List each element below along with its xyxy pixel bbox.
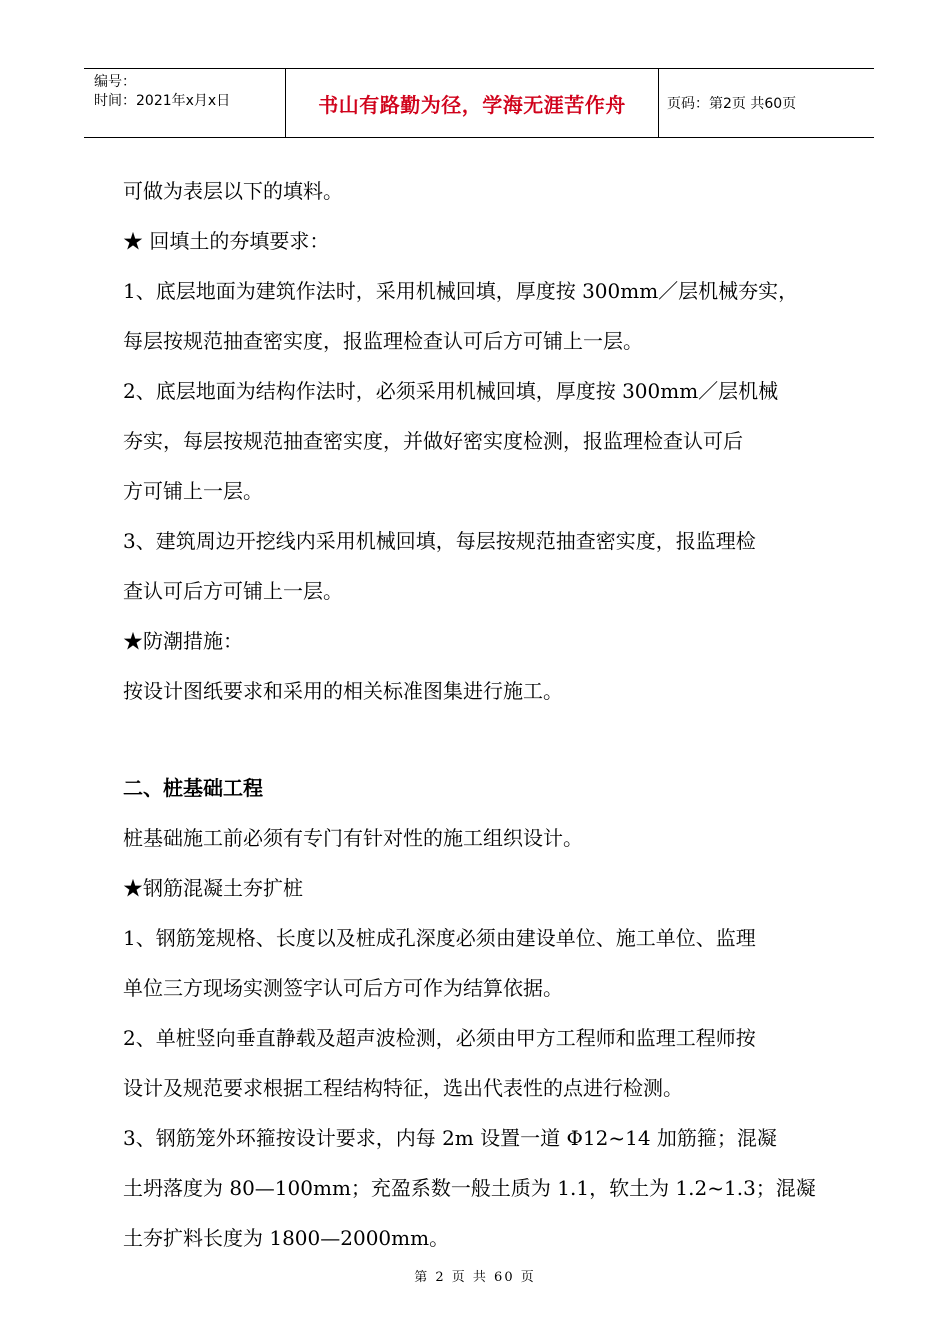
paragraph-line: 夯实，每层按规范抽查密实度，并做好密实度检测，报监理检查认可后 xyxy=(123,429,743,453)
paragraph-line: 土夯扩料长度为 1800—2000mm。 xyxy=(123,1226,450,1250)
paragraph-line: 每层按规范抽查密实度，报监理检查认可后方可铺上一层。 xyxy=(123,329,643,353)
paragraph-line: 桩基础施工前必须有专门有针对性的施工组织设计。 xyxy=(123,826,583,850)
paragraph-line: 方可铺上一层。 xyxy=(123,479,263,503)
time-label: 时间：2021年x月x日 xyxy=(94,93,231,109)
motto-text: 书山有路勤为径，学海无涯苦作舟 xyxy=(318,92,626,117)
paragraph-line: 按设计图纸要求和采用的相关标准图集进行施工。 xyxy=(123,679,563,703)
header-meta-cell xyxy=(84,69,286,137)
paragraph-line: 设计及规范要求根据工程结构特征，选出代表性的点进行检测。 xyxy=(123,1076,683,1100)
page-footer xyxy=(0,1266,950,1285)
header-motto-cell xyxy=(286,69,659,137)
section-heading: 二、桩基础工程 xyxy=(123,776,263,800)
page-info: 页码：第2页 共60页 xyxy=(667,96,797,112)
paragraph-line: ★ 回填土的夯填要求： xyxy=(123,229,330,253)
paragraph-line: 单位三方现场实测签字认可后方可作为结算依据。 xyxy=(123,976,563,1000)
paragraph-line: 3、建筑周边开挖线内采用机械回填，每层按规范抽查密实度，报监理检 xyxy=(123,529,756,553)
header-table xyxy=(84,68,874,138)
number-label: 编号： xyxy=(94,74,136,90)
paragraph-line: 土坍落度为 80—100mm；充盈系数一般土质为 1.1，软土为 1.2~1.3；混凝 xyxy=(123,1176,816,1200)
paragraph-line: 1、钢筋笼规格、长度以及桩成孔深度必须由建设单位、施工单位、监理 xyxy=(123,926,756,950)
paragraph-line: 可做为表层以下的填料。 xyxy=(123,179,343,203)
paragraph-line: 3、钢筋笼外环箍按设计要求，内每 2m 设置一道 Φ12~14 加筋箍；混凝 xyxy=(123,1126,777,1150)
paragraph-line: ★钢筋混凝土夯扩桩 xyxy=(123,876,303,900)
paragraph-line: 查认可后方可铺上一层。 xyxy=(123,579,343,603)
paragraph-line: 2、底层地面为结构作法时，必须采用机械回填，厚度按 300mm／层机械 xyxy=(123,379,779,403)
paragraph-line: 1、底层地面为建筑作法时，采用机械回填，厚度按 300mm／层机械夯实， xyxy=(123,279,799,303)
footer-page-number: 第 2 页 共 60 页 xyxy=(414,1270,536,1285)
header-page-cell xyxy=(659,69,874,137)
paragraph-line: 2、单桩竖向垂直静载及超声波检测，必须由甲方工程师和监理工程师按 xyxy=(123,1026,756,1050)
paragraph-line: ★防潮措施： xyxy=(123,629,243,653)
